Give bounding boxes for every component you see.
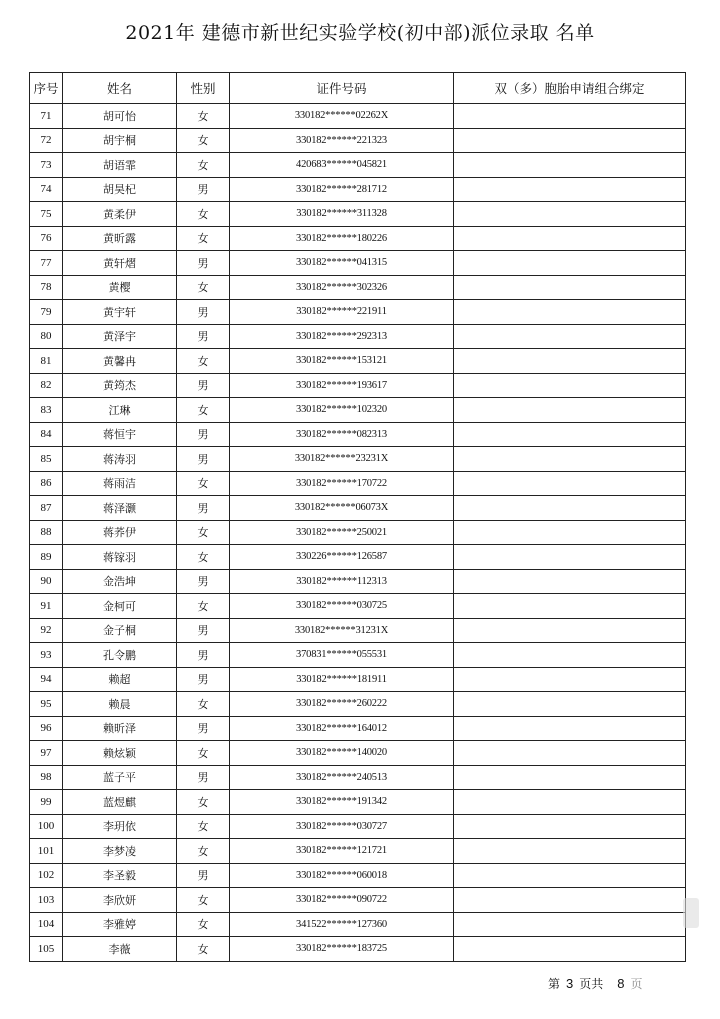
table-row <box>30 790 686 815</box>
cell-seq: 98 <box>30 765 63 790</box>
cell-twin-binding <box>454 594 686 619</box>
table-row <box>30 594 686 619</box>
cell-name: 孔令鹏 <box>63 643 177 668</box>
cell-gender: 女 <box>177 520 230 545</box>
cell-seq: 97 <box>30 741 63 766</box>
cell-twin-binding <box>454 912 686 937</box>
cell-twin-binding <box>454 324 686 349</box>
cell-gender: 女 <box>177 104 230 129</box>
cell-gender: 女 <box>177 226 230 251</box>
cell-name: 李圣毅 <box>63 863 177 888</box>
cell-twin-binding <box>454 398 686 423</box>
cell-id-number: 330182******140020 <box>230 741 454 766</box>
cell-id-number: 330182******121721 <box>230 839 454 864</box>
header-bind: 双（多）胞胎申请组合绑定 <box>454 73 686 104</box>
cell-id-number: 330182******302326 <box>230 275 454 300</box>
cell-seq: 86 <box>30 471 63 496</box>
cell-seq: 102 <box>30 863 63 888</box>
cell-twin-binding <box>454 569 686 594</box>
cell-twin-binding <box>454 765 686 790</box>
cell-id-number: 330182******31231X <box>230 618 454 643</box>
cell-seq: 88 <box>30 520 63 545</box>
cell-id-number: 330182******250021 <box>230 520 454 545</box>
cell-seq: 100 <box>30 814 63 839</box>
table-row <box>30 741 686 766</box>
table-row <box>30 545 686 570</box>
cell-seq: 74 <box>30 177 63 202</box>
cell-twin-binding <box>454 251 686 276</box>
cell-gender: 男 <box>177 716 230 741</box>
table-row <box>30 251 686 276</box>
table-row <box>30 104 686 129</box>
table-row <box>30 839 686 864</box>
cell-name: 李欣妍 <box>63 888 177 913</box>
cell-gender: 男 <box>177 447 230 472</box>
cell-id-number: 330182******030725 <box>230 594 454 619</box>
cell-id-number: 330182******060018 <box>230 863 454 888</box>
cell-twin-binding <box>454 300 686 325</box>
cell-name: 蓝子平 <box>63 765 177 790</box>
cell-gender: 女 <box>177 790 230 815</box>
cell-gender: 女 <box>177 202 230 227</box>
cell-name: 胡语霏 <box>63 153 177 178</box>
cell-name: 赖昕泽 <box>63 716 177 741</box>
page-title: 2021年 建德市新世纪实验学校(初中部)派位录取 名单 <box>125 22 595 44</box>
table-row <box>30 912 686 937</box>
cell-id-number: 330182******170722 <box>230 471 454 496</box>
table-row <box>30 888 686 913</box>
cell-seq: 82 <box>30 373 63 398</box>
cell-twin-binding <box>454 618 686 643</box>
cell-id-number: 330182******180226 <box>230 226 454 251</box>
cell-name: 蒋镓羽 <box>63 545 177 570</box>
cell-seq: 75 <box>30 202 63 227</box>
cell-twin-binding <box>454 814 686 839</box>
cell-seq: 71 <box>30 104 63 129</box>
cell-seq: 83 <box>30 398 63 423</box>
table-row <box>30 937 686 962</box>
cell-seq: 73 <box>30 153 63 178</box>
table-row <box>30 569 686 594</box>
cell-id-number: 330182******041315 <box>230 251 454 276</box>
footer-mid: 页共 <box>579 977 604 991</box>
cell-id-number: 330182******153121 <box>230 349 454 374</box>
cell-id-number: 330182******23231X <box>230 447 454 472</box>
page-footer <box>548 975 643 992</box>
table-row <box>30 373 686 398</box>
cell-name: 蓝煜麒 <box>63 790 177 815</box>
cell-name: 胡宇桐 <box>63 128 177 153</box>
cell-id-number: 330182******240513 <box>230 765 454 790</box>
cell-name: 黄泽宇 <box>63 324 177 349</box>
cell-id-number: 420683******045821 <box>230 153 454 178</box>
cell-id-number: 330182******102320 <box>230 398 454 423</box>
watermark-mark <box>683 898 699 928</box>
cell-gender: 男 <box>177 569 230 594</box>
cell-gender: 女 <box>177 692 230 717</box>
table-row <box>30 398 686 423</box>
cell-seq: 79 <box>30 300 63 325</box>
table-row <box>30 349 686 374</box>
header-name: 姓名 <box>63 73 177 104</box>
cell-name: 李雅婷 <box>63 912 177 937</box>
cell-twin-binding <box>454 422 686 447</box>
cell-seq: 78 <box>30 275 63 300</box>
cell-gender: 男 <box>177 667 230 692</box>
cell-gender: 男 <box>177 496 230 521</box>
cell-twin-binding <box>454 667 686 692</box>
cell-gender: 女 <box>177 398 230 423</box>
cell-seq: 94 <box>30 667 63 692</box>
cell-gender: 男 <box>177 422 230 447</box>
cell-id-number: 330182******221911 <box>230 300 454 325</box>
cell-name: 黄轩熠 <box>63 251 177 276</box>
cell-id-number: 330182******164012 <box>230 716 454 741</box>
cell-id-number: 330182******260222 <box>230 692 454 717</box>
table-row <box>30 765 686 790</box>
table-row <box>30 716 686 741</box>
cell-name: 黄柔伊 <box>63 202 177 227</box>
cell-name: 李梦凌 <box>63 839 177 864</box>
cell-id-number: 330182******082313 <box>230 422 454 447</box>
cell-gender: 男 <box>177 251 230 276</box>
cell-twin-binding <box>454 643 686 668</box>
table-row <box>30 496 686 521</box>
cell-name: 蒋泽灏 <box>63 496 177 521</box>
cell-id-number: 330182******02262X <box>230 104 454 129</box>
cell-gender: 男 <box>177 177 230 202</box>
cell-twin-binding <box>454 275 686 300</box>
cell-gender: 女 <box>177 349 230 374</box>
cell-seq: 93 <box>30 643 63 668</box>
header-row <box>30 73 686 104</box>
cell-gender: 女 <box>177 545 230 570</box>
table-row <box>30 153 686 178</box>
cell-twin-binding <box>454 496 686 521</box>
cell-gender: 女 <box>177 153 230 178</box>
cell-gender: 女 <box>177 888 230 913</box>
cell-name: 金柯可 <box>63 594 177 619</box>
cell-id-number: 330182******193617 <box>230 373 454 398</box>
cell-gender: 男 <box>177 765 230 790</box>
cell-gender: 女 <box>177 912 230 937</box>
cell-gender: 女 <box>177 814 230 839</box>
cell-name: 胡昊杞 <box>63 177 177 202</box>
cell-seq: 76 <box>30 226 63 251</box>
cell-name: 黄樱 <box>63 275 177 300</box>
admission-table <box>29 72 686 962</box>
cell-id-number: 330182******030727 <box>230 814 454 839</box>
table-row <box>30 618 686 643</box>
table-row <box>30 202 686 227</box>
table-row <box>30 692 686 717</box>
cell-gender: 女 <box>177 741 230 766</box>
header-id: 证件号码 <box>230 73 454 104</box>
cell-twin-binding <box>454 888 686 913</box>
cell-id-number: 330182******281712 <box>230 177 454 202</box>
cell-name: 蒋雨洁 <box>63 471 177 496</box>
cell-id-number: 330182******292313 <box>230 324 454 349</box>
cell-twin-binding <box>454 692 686 717</box>
table-row <box>30 275 686 300</box>
cell-id-number: 330182******183725 <box>230 937 454 962</box>
cell-seq: 87 <box>30 496 63 521</box>
cell-id-number: 330182******191342 <box>230 790 454 815</box>
table-row <box>30 863 686 888</box>
cell-twin-binding <box>454 447 686 472</box>
table-row <box>30 643 686 668</box>
cell-seq: 84 <box>30 422 63 447</box>
cell-name: 黄馨冉 <box>63 349 177 374</box>
cell-name: 李玥依 <box>63 814 177 839</box>
cell-twin-binding <box>454 104 686 129</box>
cell-seq: 103 <box>30 888 63 913</box>
table-row <box>30 471 686 496</box>
cell-id-number: 330182******112313 <box>230 569 454 594</box>
table-row <box>30 128 686 153</box>
cell-id-number: 330226******126587 <box>230 545 454 570</box>
footer-prefix: 第 <box>548 977 561 991</box>
cell-twin-binding <box>454 226 686 251</box>
cell-id-number: 330182******090722 <box>230 888 454 913</box>
cell-seq: 90 <box>30 569 63 594</box>
cell-name: 蒋荞伊 <box>63 520 177 545</box>
cell-seq: 81 <box>30 349 63 374</box>
cell-name: 黄筠杰 <box>63 373 177 398</box>
cell-twin-binding <box>454 520 686 545</box>
cell-name: 蒋恒宇 <box>63 422 177 447</box>
table-row <box>30 226 686 251</box>
cell-seq: 96 <box>30 716 63 741</box>
cell-seq: 80 <box>30 324 63 349</box>
cell-twin-binding <box>454 839 686 864</box>
cell-name: 金子桐 <box>63 618 177 643</box>
header-seq: 序号 <box>30 73 63 104</box>
cell-twin-binding <box>454 153 686 178</box>
cell-twin-binding <box>454 716 686 741</box>
total-page-number: 8 <box>617 976 625 991</box>
table-row <box>30 520 686 545</box>
cell-name: 胡可怡 <box>63 104 177 129</box>
table-row <box>30 300 686 325</box>
cell-twin-binding <box>454 937 686 962</box>
cell-twin-binding <box>454 790 686 815</box>
cell-id-number: 341522******127360 <box>230 912 454 937</box>
cell-seq: 104 <box>30 912 63 937</box>
cell-gender: 女 <box>177 275 230 300</box>
cell-name: 金浩坤 <box>63 569 177 594</box>
cell-gender: 女 <box>177 128 230 153</box>
cell-twin-binding <box>454 741 686 766</box>
cell-seq: 85 <box>30 447 63 472</box>
cell-gender: 男 <box>177 643 230 668</box>
cell-name: 黄宇轩 <box>63 300 177 325</box>
header-gender: 性别 <box>177 73 230 104</box>
cell-seq: 89 <box>30 545 63 570</box>
cell-id-number: 330182******06073X <box>230 496 454 521</box>
cell-id-number: 330182******181911 <box>230 667 454 692</box>
table-row <box>30 814 686 839</box>
cell-gender: 女 <box>177 937 230 962</box>
table-row <box>30 667 686 692</box>
cell-twin-binding <box>454 545 686 570</box>
cell-twin-binding <box>454 471 686 496</box>
cell-twin-binding <box>454 177 686 202</box>
footer-suffix: 页 <box>630 977 643 991</box>
cell-gender: 男 <box>177 863 230 888</box>
table-row <box>30 324 686 349</box>
cell-name: 黄昕露 <box>63 226 177 251</box>
cell-gender: 男 <box>177 373 230 398</box>
current-page-number: 3 <box>566 976 574 991</box>
cell-gender: 女 <box>177 594 230 619</box>
table-row <box>30 422 686 447</box>
cell-name: 赖超 <box>63 667 177 692</box>
cell-twin-binding <box>454 349 686 374</box>
cell-twin-binding <box>454 863 686 888</box>
table-row <box>30 447 686 472</box>
cell-name: 赖晨 <box>63 692 177 717</box>
cell-seq: 105 <box>30 937 63 962</box>
cell-gender: 女 <box>177 839 230 864</box>
cell-id-number: 330182******221323 <box>230 128 454 153</box>
cell-seq: 99 <box>30 790 63 815</box>
cell-name: 李薇 <box>63 937 177 962</box>
cell-twin-binding <box>454 128 686 153</box>
cell-gender: 女 <box>177 471 230 496</box>
cell-gender: 男 <box>177 300 230 325</box>
cell-gender: 男 <box>177 618 230 643</box>
cell-seq: 91 <box>30 594 63 619</box>
cell-name: 江琳 <box>63 398 177 423</box>
table-row <box>30 177 686 202</box>
cell-seq: 95 <box>30 692 63 717</box>
cell-name: 蒋涛羽 <box>63 447 177 472</box>
cell-id-number: 330182******311328 <box>230 202 454 227</box>
cell-id-number: 370831******055531 <box>230 643 454 668</box>
cell-seq: 92 <box>30 618 63 643</box>
cell-twin-binding <box>454 202 686 227</box>
cell-seq: 101 <box>30 839 63 864</box>
cell-twin-binding <box>454 373 686 398</box>
cell-seq: 72 <box>30 128 63 153</box>
cell-seq: 77 <box>30 251 63 276</box>
table-body <box>30 104 686 962</box>
cell-gender: 男 <box>177 324 230 349</box>
cell-name: 赖炫颖 <box>63 741 177 766</box>
